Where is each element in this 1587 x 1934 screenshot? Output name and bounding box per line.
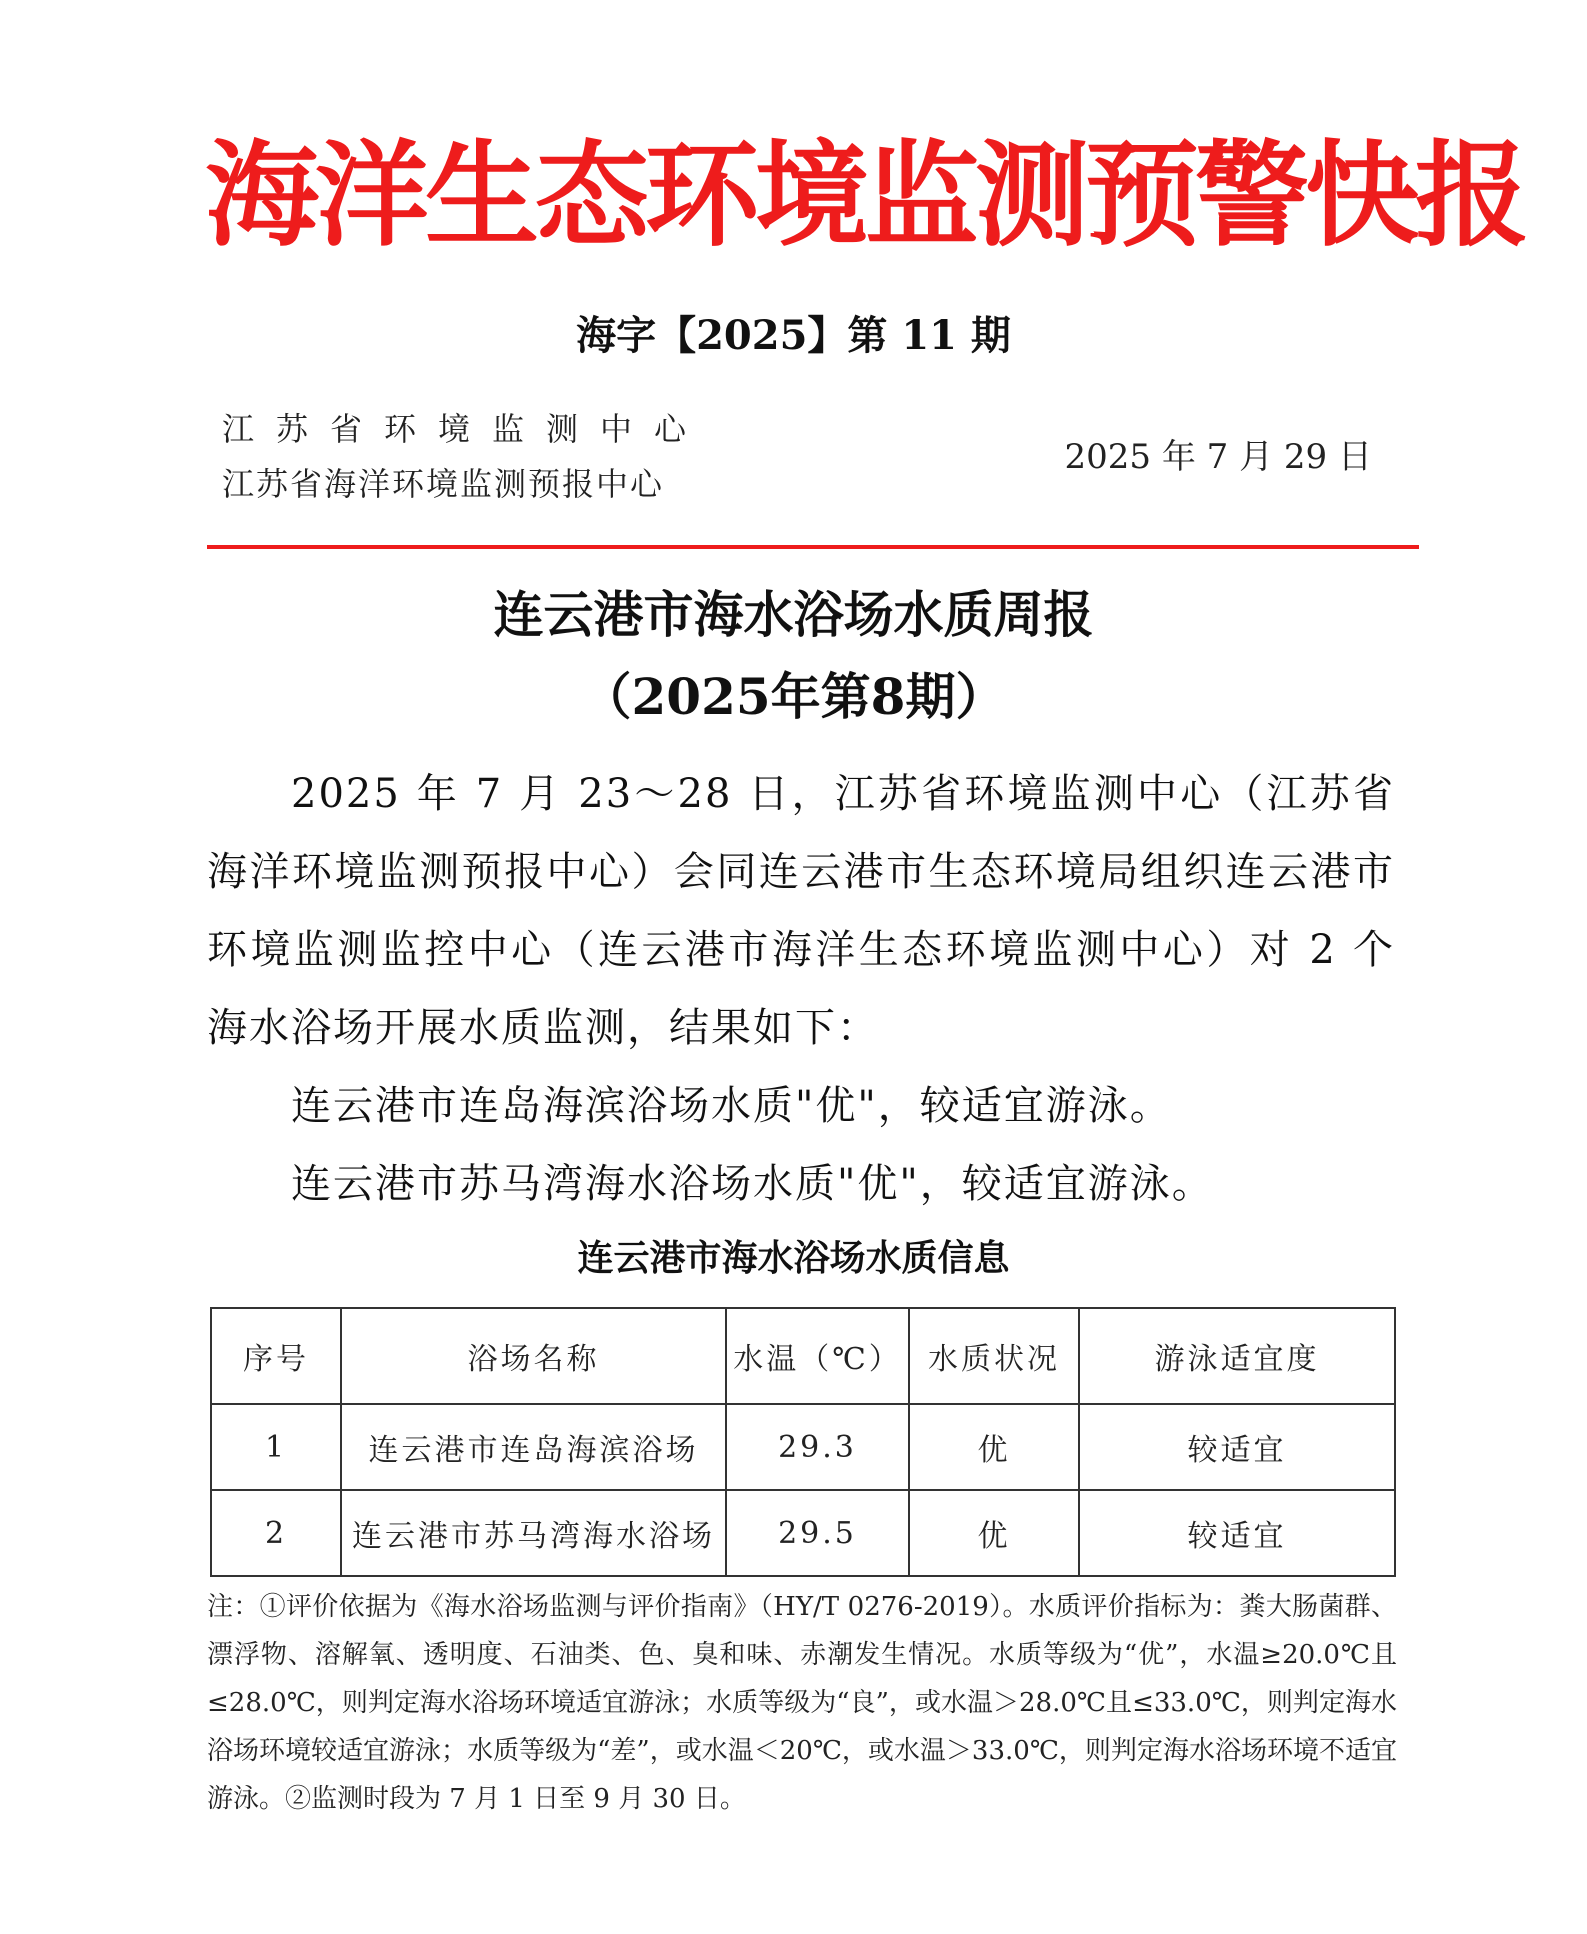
issue-number: 海字【2025】第 11 期 [576,312,1011,359]
result-paragraph-sumawan: 连云港市苏马湾海水浴场水质"优"，较适宜游泳。 [291,1161,1214,1207]
intro-paragraph: 2025 年 7 月 23～28 日，江苏省环境监测中心（江苏省海洋环境监测预报中心）会同连云港市生态环境局组织连云港市环境监测监控中心（连云港市海洋生态环境监测中心）对 2 个海水浴场开展水质监测，结果如下： [207,771,1395,1051]
table-row [211,1490,1395,1576]
table-caption: 连云港市海水浴场水质信息 [577,1237,1010,1279]
header-divider [207,545,1419,549]
cell-water-temp: 29.3 [726,1404,909,1490]
cell-water-quality: 优 [909,1490,1079,1576]
report-body [207,755,1395,1223]
cell-swim-suitability: 较适宜 [1079,1404,1395,1490]
report-title: 连云港市海水浴场水质周报 [493,585,1094,644]
header-index: 序号 [211,1308,341,1404]
issuer-name-secondary: 江苏省海洋环境监测预报中心 [222,465,665,503]
table-header-row [211,1308,1395,1404]
cell-swim-suitability: 较适宜 [1079,1490,1395,1576]
header-water-temp: 水温（℃） [726,1308,909,1404]
masthead-title: 海洋生态环境监测预警快报 [205,128,1526,262]
cell-water-temp: 29.5 [726,1490,909,1576]
table-row [211,1404,1395,1490]
header-swim-suitability: 游泳适宜度 [1079,1308,1395,1404]
header-beach-name: 浴场名称 [341,1308,726,1404]
cell-index: 2 [211,1490,341,1576]
cell-beach-name: 连云港市苏马湾海水浴场 [341,1490,726,1576]
report-subtitle: （2025年第8期） [581,667,1006,726]
cell-water-quality: 优 [909,1404,1079,1490]
issue-date: 2025 年 7 月 29 日 [1064,437,1372,477]
header-water-quality: 水质状况 [909,1308,1079,1404]
water-quality-table [210,1307,1396,1577]
footnote: 注：①评价依据为《海水浴场监测与评价指南》（HY/T 0276-2019）。水质评价指标为：粪大肠菌群、漂浮物、溶解氧、透明度、石油类、色、臭和味、赤潮发生情况。水质等级为“优”，水温≥20.0℃且≤28.0℃，则判定海水浴场环境适宜游泳；水质等级为“良”，或水温＞28.0℃且≤33.0℃，则判定海水浴场环境较适宜游泳；水质等级为“差”，或水温＜20℃，或水温＞33.0℃，则判定海水浴场环境不适宜游泳。②监测时段为 7 月 1 日至 9 月 30 日。 [207,1592,1397,1814]
cell-beach-name: 连云港市连岛海滨浴场 [341,1404,726,1490]
result-paragraph-liandao: 连云港市连岛海滨浴场水质"优"，较适宜游泳。 [291,1083,1172,1129]
issuer-name-primary: 江苏省环境监测中心 [222,410,709,448]
cell-index: 1 [211,1404,341,1490]
